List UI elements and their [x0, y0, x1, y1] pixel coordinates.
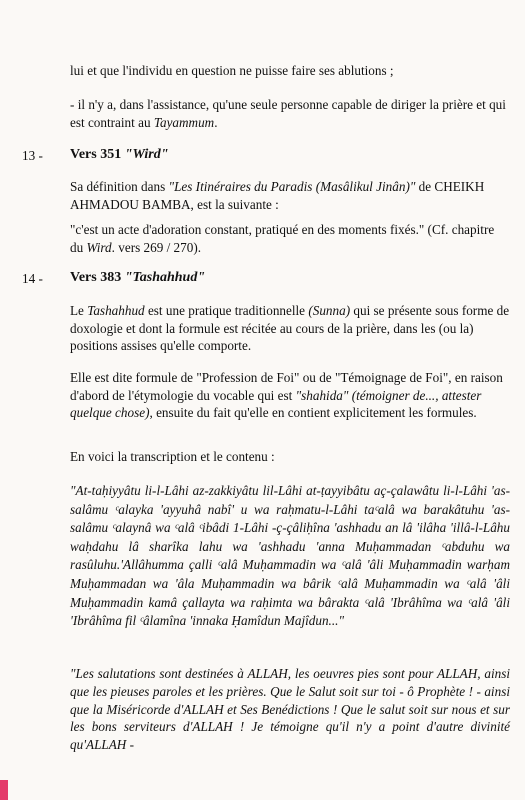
section-number-13: 13 - [22, 148, 43, 163]
paragraph-profession-de-foi [70, 369, 510, 422]
term-sunna: (Sunna) [308, 303, 351, 318]
section-heading-13 [70, 146, 169, 164]
term-tayammum: Tayammum [153, 114, 215, 130]
section-heading-14 [70, 269, 205, 287]
translation-block [70, 665, 510, 754]
heading-term: "Wird" [124, 147, 169, 162]
heading-prefix: Vers 383 [70, 270, 125, 285]
book-title: "Les Itinéraires du Paradis (Masâlikul Jinân)" [168, 179, 416, 194]
paragraph-text: lui et que l'individu en question ne puisse faire ses ablutions ; [70, 63, 394, 78]
section-number-14: 14 - [22, 271, 43, 286]
paragraph-text: est une pratique traditionnelle [144, 303, 309, 318]
paragraph-quote [70, 221, 510, 256]
transliteration-block [70, 482, 510, 631]
paragraph-text: Sa définition dans [70, 179, 169, 194]
paragraph-text: de CHEIKH AHMADOU BAMBA, est la suivante : [70, 179, 485, 212]
transliteration-text: "At-taḥiyyâtu li-l-Lâhi az-zakkiyâtu lil-Lâhi at-ṭayyibâtu aç-çalawâtu li-l-Lâhi 'as-salâmu ᶜalayka 'ayyuhâ nabî' u wa raḥmatu-l-Lâhi taᶜalâ wa barakâtuhu 'as-salâmu ᶜalaynâ wa ᶜalâ ᶜibâdi 1-Lâhi -ç-çâliḥîna 'ashhadu an lâ 'ilâha 'illâ-l-Lâhu waḥdahu lâ sharîka lahu wa 'ashhadu 'anna Muḥammadan ᶜabduhu wa rasûluhu.'Allâhumma çalli ᶜalâ Muḥammadin wa ᶜalâ 'âli Muḥammadin warḥam Muḥammadan wa 'âla Muḥammadin wa bârik ᶜalâ Muḥammadin wa ᶜalâ 'âli Muḥammadin kamâ çallayta wa raḥimta wa bârakta ᶜalâ 'Ibrâhîma wa ᶜalâ 'âli 'Ibrâhîma fil ᶜâlamîna 'innaka Ḥamîdun Majîdun..." [70, 483, 510, 629]
paragraph-definition [70, 178, 510, 213]
paragraph-text: Le [70, 303, 88, 318]
paragraph-text: Elle est dite formule de "Profession de Foi" ou de "Témoignage de Foi", en raison d'abord de l'étymologie du vocable qui est [70, 370, 503, 403]
term-tashahhud: Tashahhud [87, 303, 145, 318]
paragraph-text: qui se présente sous forme de doxologie et dont la formule est récitée au cours de la prière, dans les (ou la) positions assises qu'elle comporte. [70, 303, 510, 353]
paragraph-text: . vers 269 / 270). [111, 239, 202, 255]
paragraph-ablutions [70, 62, 510, 80]
edge-mark [0, 780, 8, 800]
term-shahida: "shahida" (témoigner de..., attester quelque chose) [70, 387, 482, 420]
paragraph-text: , ensuite du fait qu'elle en contient explicitement les formules. [149, 405, 477, 420]
translation-text: "Les salutations sont destinées à ALLAH, les oeuvres pies sont pour ALLAH, ainsi que les pieuses paroles et les prières. Que le Salut soit sur toi - ô Prophète ! - ainsi que la Miséricorde d'ALLAH et Ses Benédictions ! Que le salut soit sur nous et sur les bons serviteurs d'ALLAH ! Je témoigne qu'il n'y a point d'autre divinité qu'ALLAH - [70, 666, 510, 753]
paragraph-text: "c'est un acte d'adoration constant, pratiqué en des moments fixés." (Cf. chapitre du [70, 222, 495, 255]
heading-prefix: Vers 351 [70, 147, 125, 162]
paragraph-tayammum [70, 96, 510, 131]
paragraph-text: En voici la transcription et le contenu : [70, 449, 275, 464]
punctuation: . [214, 114, 218, 130]
paragraph-transcription-intro [70, 448, 510, 466]
paragraph-text: - il n'y a, dans l'assistance, qu'une seule personne capable de diriger la prière et qui est contraint au [70, 97, 506, 130]
heading-term: "Tashahhud" [124, 270, 206, 285]
paragraph-tashahhud-intro [70, 302, 510, 355]
term-wird: Wird [86, 239, 112, 255]
